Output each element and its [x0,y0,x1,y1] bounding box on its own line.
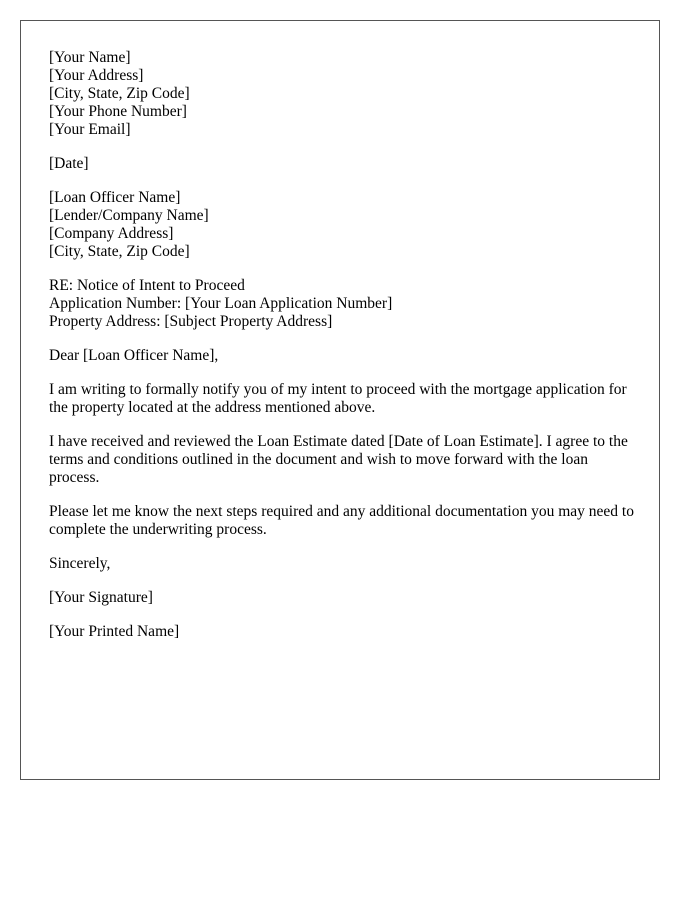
signature-placeholder: [Your Signature] [49,589,153,606]
recipient-block [49,189,639,261]
printed-name: [Your Printed Name] [49,623,180,640]
reference-block [49,277,639,331]
recipient-company: [Lender/Company Name] [49,207,209,224]
recipient-address: [Company Address] [49,225,174,242]
sender-city-state-zip: [City, State, Zip Code] [49,85,190,102]
recipient-city-state-zip: [City, State, Zip Code] [49,243,190,260]
reference-property-address: Property Address: [Subject Property Address] [49,313,333,330]
recipient-name: [Loan Officer Name] [49,189,181,206]
body-paragraph-3: Please let me know the next steps required and any additional documentation you may need to complete the underwriting process. [49,503,634,538]
body-paragraph-1: I am writing to formally notify you of my intent to proceed with the mortgage application for the property located at the address mentioned above. [49,381,627,416]
sender-block [49,49,639,139]
sender-email: [Your Email] [49,121,131,138]
sender-phone: [Your Phone Number] [49,103,187,120]
body-paragraph-2: I have received and reviewed the Loan Estimate dated [Date of Loan Estimate]. I agree to the terms and conditions outlined in the document and wish to move forward with the loan process. [49,433,628,486]
reference-application-number: Application Number: [Your Loan Application Number] [49,295,393,312]
reference-subject: RE: Notice of Intent to Proceed [49,277,245,294]
salutation: Dear [Loan Officer Name], [49,347,219,364]
letter-page [20,20,660,780]
sender-address: [Your Address] [49,67,144,84]
closing: Sincerely, [49,555,111,572]
sender-name: [Your Name] [49,49,131,66]
letter-content [49,49,639,657]
letter-date: [Date] [49,155,89,172]
date-block [49,155,639,173]
